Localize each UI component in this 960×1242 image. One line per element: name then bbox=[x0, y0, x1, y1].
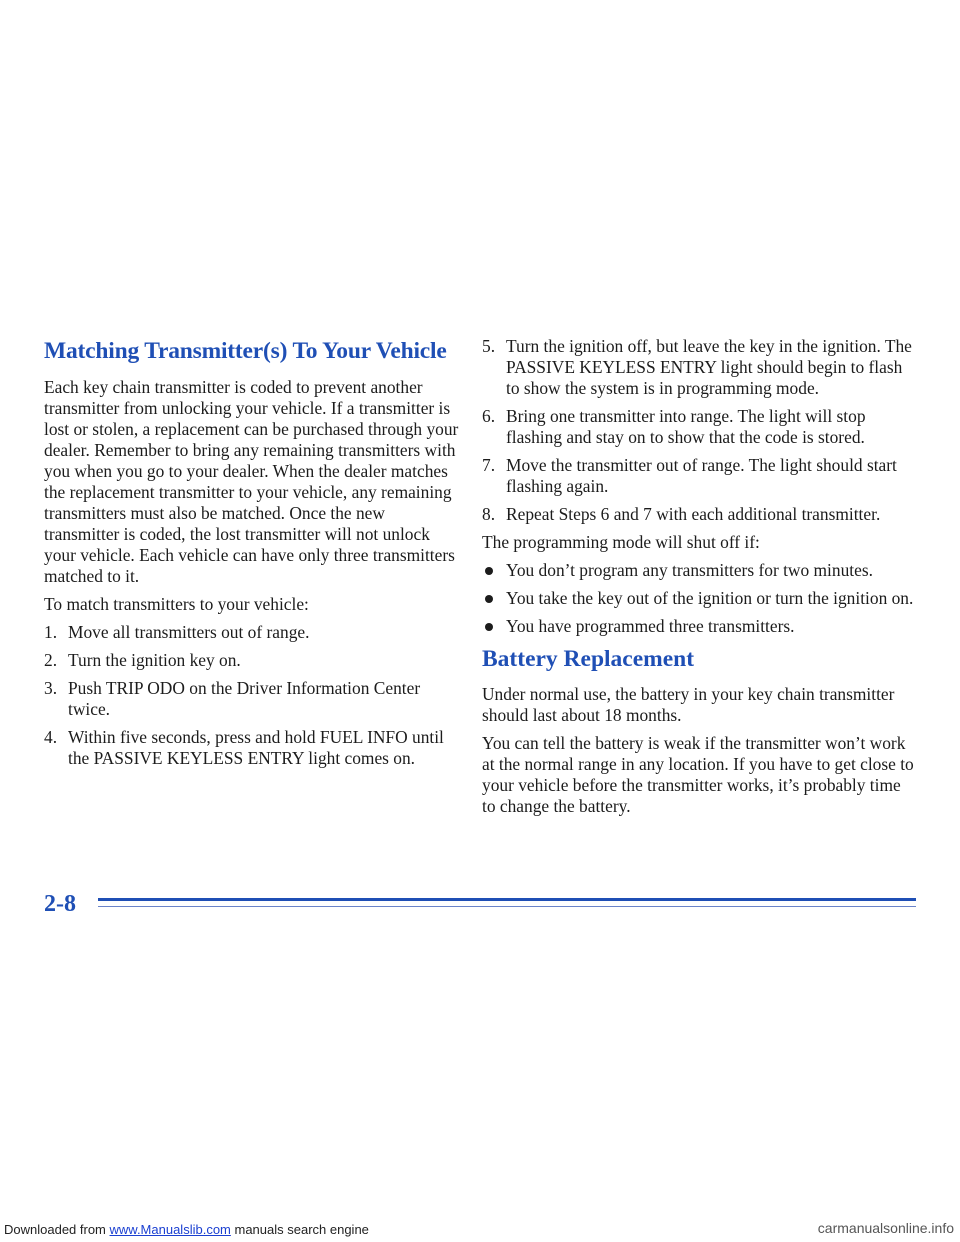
footer-rule-thin bbox=[98, 906, 916, 907]
list-item: 6. Bring one transmitter into range. The light will stop flashing and stay on to show that the code is stored. bbox=[482, 406, 866, 447]
bullet-icon bbox=[482, 616, 506, 637]
steps-intro: To match transmitters to your vehicle: bbox=[44, 594, 309, 614]
battery-paragraph-1: Under normal use, the battery in your key chain transmitter should last about 18 months. bbox=[482, 684, 895, 725]
list-item: 7. Move the transmitter out of range. The light should start flashing again. bbox=[482, 455, 897, 496]
bullet-item: You take the key out of the ignition or turn the ignition on. bbox=[482, 588, 914, 609]
left-column bbox=[44, 336, 462, 776]
page-number: 2-8 bbox=[44, 891, 76, 917]
list-item: 1. Move all transmitters out of range. bbox=[44, 622, 310, 642]
bullet-icon bbox=[482, 560, 506, 581]
right-column bbox=[482, 336, 914, 824]
bullet-icon bbox=[482, 588, 506, 609]
bullet-item: You don’t program any transmitters for two minutes. bbox=[482, 560, 914, 581]
list-item: 5. Turn the ignition off, but leave the key in the ignition. The PASSIVE KEYLESS ENTRY light should begin to flash to show the system is in programming mode. bbox=[482, 336, 912, 398]
section-title-matching: Matching Transmitter(s) To Your Vehicle bbox=[44, 338, 447, 364]
footer-rule bbox=[98, 898, 916, 901]
intro-paragraph: Each key chain transmitter is coded to prevent another transmitter from unlocking your vehicle. If a transmitter is lost or stolen, a replacement can be purchased through your dealer. Remember to bring any remaining transmitters with you when you go to your dealer. When the dealer matches the replacement transmitter to your vehicle, any remaining transmitters must also be matched. Once the new transmitter is coded, the lost transmitter will not unlock your vehicle. Each vehicle can have only three transmitters matched to it. bbox=[44, 377, 459, 586]
battery-paragraph-2: You can tell the battery is weak if the transmitter won’t work at the normal range in any location. If you have to get close to your vehicle before the transmitter works, it’s probably time to change the battery. bbox=[482, 733, 914, 816]
list-item: 2. Turn the ignition key on. bbox=[44, 650, 241, 670]
list-item: 4. Within five seconds, press and hold FUEL INFO until the PASSIVE KEYLESS ENTRY light comes on. bbox=[44, 727, 444, 768]
section-title-battery: Battery Replacement bbox=[482, 646, 695, 672]
list-item: 8. Repeat Steps 6 and 7 with each additional transmitter. bbox=[482, 504, 881, 524]
list-item: 3. Push TRIP ODO on the Driver Information Center twice. bbox=[44, 678, 421, 719]
manualslib-link[interactable]: www.Manualslib.com bbox=[109, 1222, 231, 1237]
watermark: carmanualsonline.info bbox=[817, 1220, 954, 1236]
download-footer bbox=[0, 1218, 960, 1242]
bullet-item: You have programmed three transmitters. bbox=[482, 616, 914, 637]
download-credit: Downloaded from www.Manualslib.com manuals search engine bbox=[4, 1222, 369, 1237]
shutoff-intro: The programming mode will shut off if: bbox=[482, 532, 760, 552]
